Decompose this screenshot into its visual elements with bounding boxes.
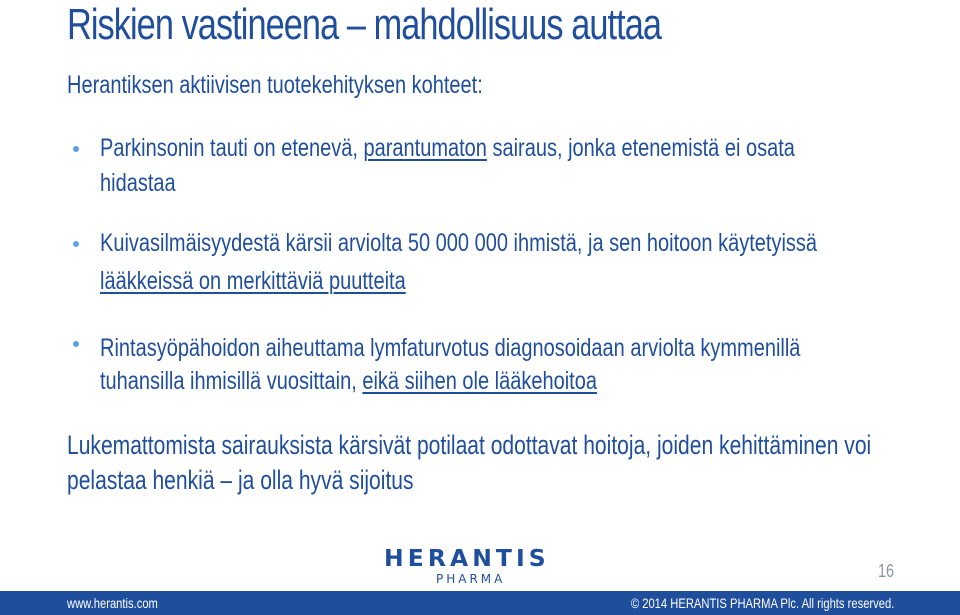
bullet-3-line-1: Rintasyöpähoidon aiheuttama lymfaturvotus diagnosoidaan arviolta kymmenillä [100, 334, 801, 362]
footer-copyright: © 2014 HERANTIS PHARMA Plc. All rights reserved. [630, 595, 894, 611]
bullet-dot-3 [73, 341, 79, 347]
bullet-3-underlined-text: eikä siihen ole lääkehoitoa [362, 367, 597, 395]
bullet-1-text-a: Parkinsonin tauti on etenevä, [100, 134, 364, 162]
bullet-1-line-1 [100, 133, 795, 163]
logo-subtext: PHARMA [436, 572, 506, 586]
conclusion-line-1: Lukemattomista sairauksista kärsivät potilaat odottavat hoitoja, joiden kehittäminen voi [67, 430, 872, 460]
bullet-dot-1 [73, 146, 79, 152]
bullet-2-underlined-text: lääkkeissä on merkittäviä puutteita [100, 267, 406, 295]
bullet-3-text-a: tuhansilla ihmisillä vuosittain, [100, 367, 363, 395]
bullet-2-line-2 [100, 266, 406, 296]
footer-website-link[interactable]: www.herantis.com [67, 595, 158, 611]
bullet-1-line-2: hidastaa [100, 169, 176, 197]
herantis-logo [384, 547, 576, 587]
slide-subtitle: Herantiksen aktiivisen tuotekehityksen kohteet: [67, 71, 483, 99]
footer-bar [0, 591, 960, 615]
bullet-1-underlined-text: parantumaton [363, 134, 487, 162]
page-number: 16 [878, 561, 895, 581]
bullet-dot-2 [73, 241, 79, 247]
bullet-1-text-b: sairaus, jonka etenemistä ei osata [486, 134, 795, 162]
bullet-3-line-2 [100, 366, 597, 396]
slide-title: Riskien vastineena – mahdollisuus auttaa [67, 0, 662, 49]
conclusion-line-2: pelastaa henkiä – ja olla hyvä sijoitus [67, 465, 414, 495]
bullet-2-line-1: Kuivasilmäisyydestä kärsii arviolta 50 000 000 ihmistä, ja sen hoitoon käytetyissä [100, 229, 818, 257]
logo-wordmark: HERANTIS [384, 546, 550, 572]
